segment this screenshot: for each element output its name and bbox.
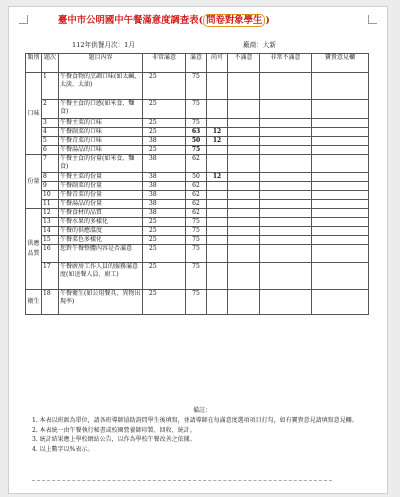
fair-value — [207, 245, 228, 263]
table-row — [26, 173, 369, 182]
page-title — [58, 12, 270, 26]
unsatisfied-value — [228, 263, 260, 290]
unsatisfied-value — [228, 182, 260, 191]
question-text: 午餐青菜的口味 — [59, 137, 143, 146]
very-satisfied-value: 38 — [143, 155, 186, 173]
suggestion-cell[interactable] — [312, 200, 369, 209]
satisfied-value: 75 — [186, 290, 207, 315]
very-unsatisfied-value — [260, 245, 312, 263]
suggestion-cell[interactable] — [312, 128, 369, 137]
very-unsatisfied-value — [260, 137, 312, 146]
question-text: 午餐青菜的份量 — [59, 191, 143, 200]
unsatisfied-value — [228, 191, 260, 200]
question-number: 10 — [42, 191, 59, 200]
meta-vendor: 廠商：大新 — [243, 41, 276, 49]
unsatisfied-value — [228, 128, 260, 137]
fair-value — [207, 209, 228, 218]
question-text: 您對午餐整體內容是否滿意 — [59, 245, 143, 263]
satisfied-value: 75 — [186, 245, 207, 263]
table-row — [26, 191, 369, 200]
very-satisfied-value: 38 — [143, 200, 186, 209]
unsatisfied-value — [228, 218, 260, 227]
question-text: 午餐食物的烹調口味(如太鹹、太淡、太油) — [59, 73, 143, 100]
question-number: 11 — [42, 200, 59, 209]
very-unsatisfied-value — [260, 218, 312, 227]
very-unsatisfied-value — [260, 209, 312, 218]
very-unsatisfied-value — [260, 263, 312, 290]
satisfied-value: 50 — [186, 137, 207, 146]
fair-value — [207, 290, 228, 315]
survey-table-body — [26, 54, 369, 315]
suggestion-cell[interactable] — [312, 191, 369, 200]
very-satisfied-value: 25 — [143, 128, 186, 137]
table-row — [26, 200, 369, 209]
question-number: 15 — [42, 236, 59, 245]
very-satisfied-value: 38 — [143, 137, 186, 146]
very-satisfied-value: 25 — [143, 218, 186, 227]
very-unsatisfied-value — [260, 182, 312, 191]
very-satisfied-value: 25 — [143, 73, 186, 100]
corner-mark — [19, 15, 28, 24]
suggestion-cell[interactable] — [312, 263, 369, 290]
title-suffix: ) — [265, 15, 270, 26]
satisfied-value: 62 — [186, 191, 207, 200]
bottom-divider — [32, 480, 332, 481]
very-unsatisfied-value — [260, 191, 312, 200]
table-row — [26, 146, 369, 155]
notes-title: 備註： — [192, 407, 211, 414]
note-item: 1. 本表以班級為單位，請各班導師協助詢問學生後填寫，並請導師在每滿意度選項項目打勾，如有寶貴意見請填寫意見欄。 — [32, 416, 358, 424]
suggestion-cell[interactable] — [312, 137, 369, 146]
category-cell: 供應品質 — [26, 209, 42, 290]
very-unsatisfied-value — [260, 73, 312, 100]
unsatisfied-value — [228, 155, 260, 173]
very-unsatisfied-value — [260, 146, 312, 155]
unsatisfied-value — [228, 119, 260, 128]
note-item: 3. 統計結果應上學校網站公告，以作為學校午餐改善之依據。 — [32, 436, 196, 444]
suggestion-cell[interactable] — [312, 182, 369, 191]
suggestion-cell[interactable] — [312, 100, 369, 119]
unsatisfied-value — [228, 290, 260, 315]
unsatisfied-value — [228, 245, 260, 263]
header-item: 題目內容 — [59, 54, 143, 73]
table-row — [26, 137, 369, 146]
unsatisfied-value — [228, 137, 260, 146]
very-unsatisfied-value — [260, 290, 312, 315]
meta-period: 112年供餐月次：1月 — [72, 41, 135, 49]
very-satisfied-value: 38 — [143, 182, 186, 191]
very-satisfied-value: 38 — [143, 209, 186, 218]
table-row — [26, 290, 369, 315]
fair-value — [207, 191, 228, 200]
very-satisfied-value: 25 — [143, 100, 186, 119]
header-category: 類別 — [26, 54, 42, 73]
very-unsatisfied-value — [260, 200, 312, 209]
fair-value — [207, 100, 228, 119]
table-row — [26, 119, 369, 128]
fair-value — [207, 155, 228, 173]
note-item: 2. 本表統一由午餐執行秘書或校園營養師印製、回收、統計。 — [32, 426, 196, 434]
fair-value — [207, 227, 228, 236]
table-row — [26, 182, 369, 191]
question-number: 2 — [42, 100, 59, 119]
suggestion-cell[interactable] — [312, 155, 369, 173]
question-text: 午餐的供應溫度 — [59, 227, 143, 236]
suggestion-cell[interactable] — [312, 119, 369, 128]
fair-value — [207, 218, 228, 227]
very-satisfied-value: 25 — [143, 290, 186, 315]
suggestion-cell[interactable] — [312, 245, 369, 263]
suggestion-cell[interactable] — [312, 227, 369, 236]
table-row — [26, 155, 369, 173]
header-unsatisfied: 不滿意 — [228, 54, 260, 73]
satisfied-value: 75 — [186, 119, 207, 128]
unsatisfied-value — [228, 173, 260, 182]
fair-value — [207, 182, 228, 191]
question-number: 1 — [42, 73, 59, 100]
header-very-unsatisfied: 非常不滿意 — [260, 54, 312, 73]
very-satisfied-value: 25 — [143, 236, 186, 245]
very-unsatisfied-value — [260, 236, 312, 245]
question-text: 午餐副菜的口味 — [59, 128, 143, 137]
question-number: 6 — [42, 146, 59, 155]
table-row — [26, 218, 369, 227]
question-text: 午餐水果的多樣化 — [59, 218, 143, 227]
very-unsatisfied-value — [260, 155, 312, 173]
satisfied-value: 75 — [186, 146, 207, 155]
corner-mark — [368, 15, 377, 24]
question-text: 午餐主食的口感(如米食、麵食) — [59, 100, 143, 119]
question-text: 午餐食材的品質 — [59, 209, 143, 218]
suggestion-cell[interactable] — [312, 173, 369, 182]
suggestion-cell[interactable] — [312, 146, 369, 155]
survey-table — [25, 53, 369, 315]
question-text: 午餐湯品的份量 — [59, 200, 143, 209]
question-number: 8 — [42, 173, 59, 182]
header-number: 題次 — [42, 54, 59, 73]
satisfied-value: 75 — [186, 73, 207, 100]
unsatisfied-value — [228, 200, 260, 209]
table-row — [26, 245, 369, 263]
satisfied-value: 62 — [186, 209, 207, 218]
question-number: 17 — [42, 263, 59, 290]
very-satisfied-value: 25 — [143, 263, 186, 290]
category-cell: 份量 — [26, 155, 42, 209]
title-highlight: 問卷對象學生 — [203, 14, 265, 27]
satisfied-value: 75 — [186, 100, 207, 119]
header-suggestion: 寶貴意見欄 — [312, 54, 369, 73]
unsatisfied-value — [228, 100, 260, 119]
suggestion-cell[interactable] — [312, 290, 369, 315]
very-unsatisfied-value — [260, 128, 312, 137]
very-unsatisfied-value — [260, 119, 312, 128]
satisfied-value: 75 — [186, 218, 207, 227]
header-satisfied: 滿意 — [186, 54, 207, 73]
question-text: 午餐主食的份量(如米食、麵食) — [59, 155, 143, 173]
note-item: 4. 以上數字以%表示。 — [32, 446, 94, 454]
header-very-satisfied: 非常滿意 — [143, 54, 186, 73]
title-prefix: 臺中市公明國中午餐滿意度調查表( — [58, 15, 204, 26]
question-text: 午餐廚房工作人員的服務滿意度(如送餐人員、廚工) — [59, 263, 143, 290]
suggestion-cell[interactable] — [312, 73, 369, 100]
very-unsatisfied-value — [260, 173, 312, 182]
very-satisfied-value: 38 — [143, 173, 186, 182]
satisfied-value: 62 — [186, 200, 207, 209]
fair-value — [207, 236, 228, 245]
table-row — [26, 227, 369, 236]
question-number: 13 — [42, 218, 59, 227]
question-number: 18 — [42, 290, 59, 315]
table-row — [26, 100, 369, 119]
question-number: 4 — [42, 128, 59, 137]
satisfied-value: 62 — [186, 182, 207, 191]
very-unsatisfied-value — [260, 100, 312, 119]
satisfied-value: 63 — [186, 128, 207, 137]
fair-value — [207, 73, 228, 100]
suggestion-cell[interactable] — [312, 209, 369, 218]
question-number: 7 — [42, 155, 59, 173]
fair-value: 12 — [207, 137, 228, 146]
table-row — [26, 236, 369, 245]
question-text: 午餐衛生(如公用餐具、異物出現率) — [59, 290, 143, 315]
fair-value — [207, 146, 228, 155]
question-text: 午餐副菜的份量 — [59, 182, 143, 191]
unsatisfied-value — [228, 73, 260, 100]
category-cell: 衛生 — [26, 290, 42, 315]
question-text: 午餐主菜的份量 — [59, 173, 143, 182]
table-row — [26, 263, 369, 290]
table-row — [26, 128, 369, 137]
header-fair: 尚可 — [207, 54, 228, 73]
fair-value — [207, 263, 228, 290]
fair-value — [207, 200, 228, 209]
question-number: 14 — [42, 227, 59, 236]
table-row — [26, 73, 369, 100]
fair-value: 12 — [207, 128, 228, 137]
very-unsatisfied-value — [260, 227, 312, 236]
header-row — [26, 54, 369, 73]
satisfied-value: 75 — [186, 236, 207, 245]
question-number: 12 — [42, 209, 59, 218]
satisfied-value: 75 — [186, 227, 207, 236]
table-row — [26, 209, 369, 218]
very-satisfied-value: 25 — [143, 146, 186, 155]
unsatisfied-value — [228, 209, 260, 218]
question-number: 9 — [42, 182, 59, 191]
very-satisfied-value: 25 — [143, 227, 186, 236]
question-number: 5 — [42, 137, 59, 146]
question-number: 3 — [42, 119, 59, 128]
unsatisfied-value — [228, 227, 260, 236]
question-text: 午餐湯品的口味 — [59, 146, 143, 155]
suggestion-cell[interactable] — [312, 236, 369, 245]
very-satisfied-value: 25 — [143, 245, 186, 263]
suggestion-cell[interactable] — [312, 218, 369, 227]
very-satisfied-value: 38 — [143, 191, 186, 200]
fair-value: 12 — [207, 173, 228, 182]
satisfied-value: 50 — [186, 173, 207, 182]
notes-section — [32, 406, 372, 455]
category-cell: 口味 — [26, 73, 42, 155]
unsatisfied-value — [228, 236, 260, 245]
satisfied-value: 75 — [186, 263, 207, 290]
satisfied-value: 62 — [186, 155, 207, 173]
very-satisfied-value: 25 — [143, 119, 186, 128]
question-text: 午餐菜色多樣化 — [59, 236, 143, 245]
question-text: 午餐主菜的口味 — [59, 119, 143, 128]
fair-value — [207, 119, 228, 128]
question-number: 16 — [42, 245, 59, 263]
unsatisfied-value — [228, 146, 260, 155]
